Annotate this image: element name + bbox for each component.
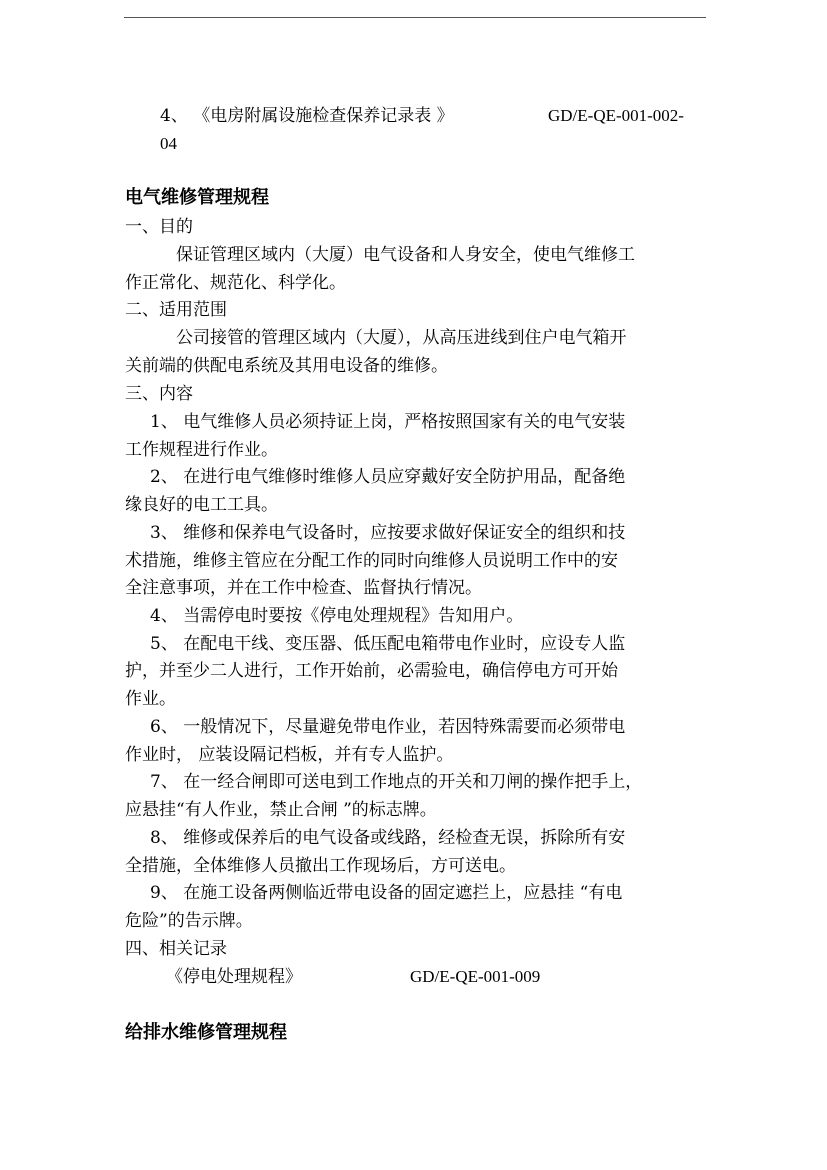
content-line: 4、 当需停电时要按《停电处理规程》告知用户。 [150,606,524,626]
content-line: 6、 一般情况下，尽量避免带电作业，若因特殊需要而必须带电 [150,717,626,737]
content-line: 1、 电气维修人员必须持证上岗，严格按照国家有关的电气安装 [150,412,626,432]
header-rule [124,17,706,18]
section-title-water: 给排水维修管理规程 [125,1022,287,1043]
scope-line-2: 关前端的供配电系统及其用电设备的维修。 [125,356,448,376]
content-line: 护，并至少二人进行，工作开始前，必需验电，确信停电方可开始 [125,661,618,681]
record-code: GD/E-QE-001-009 [410,967,541,986]
content-line: 缘良好的电工工具。 [125,495,278,515]
content-line: 作业时， 应装设隔记档板，并有专人监护。 [125,745,454,765]
content-line: 作业。 [125,689,176,709]
content-line: 应悬挂“有人作业，禁止合闸 ”的标志牌。 [125,800,437,820]
purpose-line-2: 作正常化、规范化、科学化。 [125,273,346,293]
content-line: 9、 在施工设备两侧临近带电设备的固定遮拦上，应悬挂 “有电 [150,883,623,903]
content-line: 3、 维修和保养电气设备时，应按要求做好保证安全的组织和技 [150,523,626,543]
content-line: 术措施，维修主管应在分配工作的同时向维修人员说明工作中的安 [125,551,618,571]
section-title-electrical: 电气维修管理规程 [125,187,269,208]
content-line: 全措施，全体维修人员撤出工作现场后，方可送电。 [125,856,516,876]
purpose-line-1: 保证管理区域内（大厦）电气设备和人身安全，使电气维修工 [176,245,635,265]
scope-heading: 二、适用范围 [125,300,227,320]
content-line: 工作规程进行作业。 [125,440,278,460]
records-heading: 四、相关记录 [125,939,227,959]
content-line: 5、 在配电干线、变压器、低压配电箱带电作业时，应设专人监 [150,634,626,654]
scope-line-1: 公司接管的管理区域内（大厦），从高压进线到住户电气箱开 [176,328,627,348]
intro-item-label: 4、 《电房附属设施检查保养记录表 》 [160,106,454,126]
content-line: 2、 在进行电气维修时维修人员应穿戴好安全防护用品，配备绝 [150,467,626,487]
content-line: 危险”的告示牌。 [125,911,253,931]
intro-item-code: GD/E-QE-001-002- [548,106,684,125]
content-line: 7、 在一经合闸即可送电到工作地点的开关和刀闸的操作把手上， [150,772,643,792]
content-line: 全注意事项，并在工作中检查、监督执行情况。 [125,578,482,598]
content-line: 8、 维修或保养后的电气设备或线路，经检查无误，拆除所有安 [150,828,626,848]
content-heading: 三、内容 [125,384,193,404]
intro-item-code-continued: 04 [160,134,177,153]
record-label: 《停电处理规程》 [166,967,302,987]
purpose-heading: 一、目的 [125,217,193,237]
